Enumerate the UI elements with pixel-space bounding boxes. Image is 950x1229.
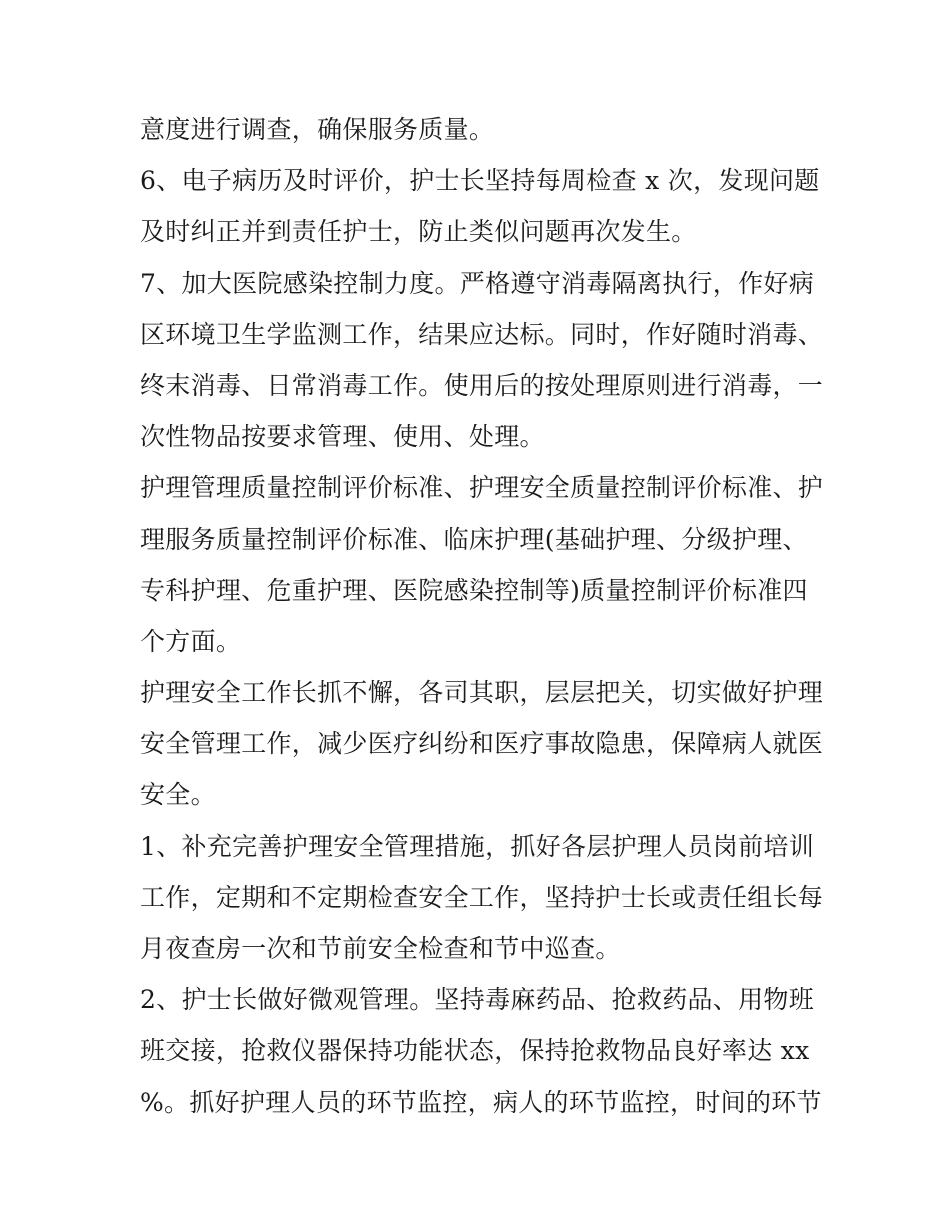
text-line: 护理安全工作长抓不懈，各司其职，层层把关，切实做好护理	[140, 678, 824, 708]
text-line: 班交接，抢救仪器保持功能状态，保持抢救物品良好率达 xx	[140, 1036, 810, 1066]
text-line: 个方面。	[140, 626, 242, 656]
text-line: 理服务质量控制评价标准、临床护理(基础护理、分级护理、	[140, 524, 808, 554]
text-line: 安全管理工作，减少医疗纠纷和医疗事故隐患，保障病人就医	[140, 729, 824, 759]
text-line: 安全。	[140, 780, 216, 810]
text-line: 1、补充完善护理安全管理措施，抓好各层护理人员岗前培训	[140, 831, 815, 861]
text-line: 意度进行调查，确保服务质量。	[140, 115, 495, 144]
text-line: 护理管理质量控制评价标准、护理安全质量控制评价标准、护	[140, 473, 824, 503]
text-line: 终末消毒、日常消毒工作。使用后的按处理原则进行消毒，一	[140, 370, 824, 400]
text-line: 及时纠正并到责任护士，防止类似问题再次发生。	[140, 217, 697, 247]
text-line: 区环境卫生学监测工作，结果应达标。同时，作好随时消毒、	[140, 319, 824, 349]
text-line: 7、加大医院感染控制力度。严格遵守消毒隔离执行，作好病	[140, 268, 815, 298]
text-line: 6、电子病历及时评价，护士长坚持每周检查 x 次，发现问题	[140, 166, 820, 196]
document-body	[140, 104, 830, 1128]
text-line: 工作，定期和不定期检查安全工作，坚持护士长或责任组长每	[140, 882, 824, 912]
text-line: 月夜查房一次和节前安全检查和节中巡查。	[140, 934, 621, 963]
text-line: 专科护理、危重护理、医院感染控制等)质量控制评价标准四	[140, 575, 808, 605]
text-line: %。抓好护理人员的环节监控，病人的环节监控，时间的环节	[140, 1087, 822, 1117]
text-line: 2、护士长做好微观管理。坚持毒麻药品、抢救药品、用物班	[140, 985, 815, 1015]
text-line: 次性物品按要求管理、使用、处理。	[140, 422, 545, 452]
